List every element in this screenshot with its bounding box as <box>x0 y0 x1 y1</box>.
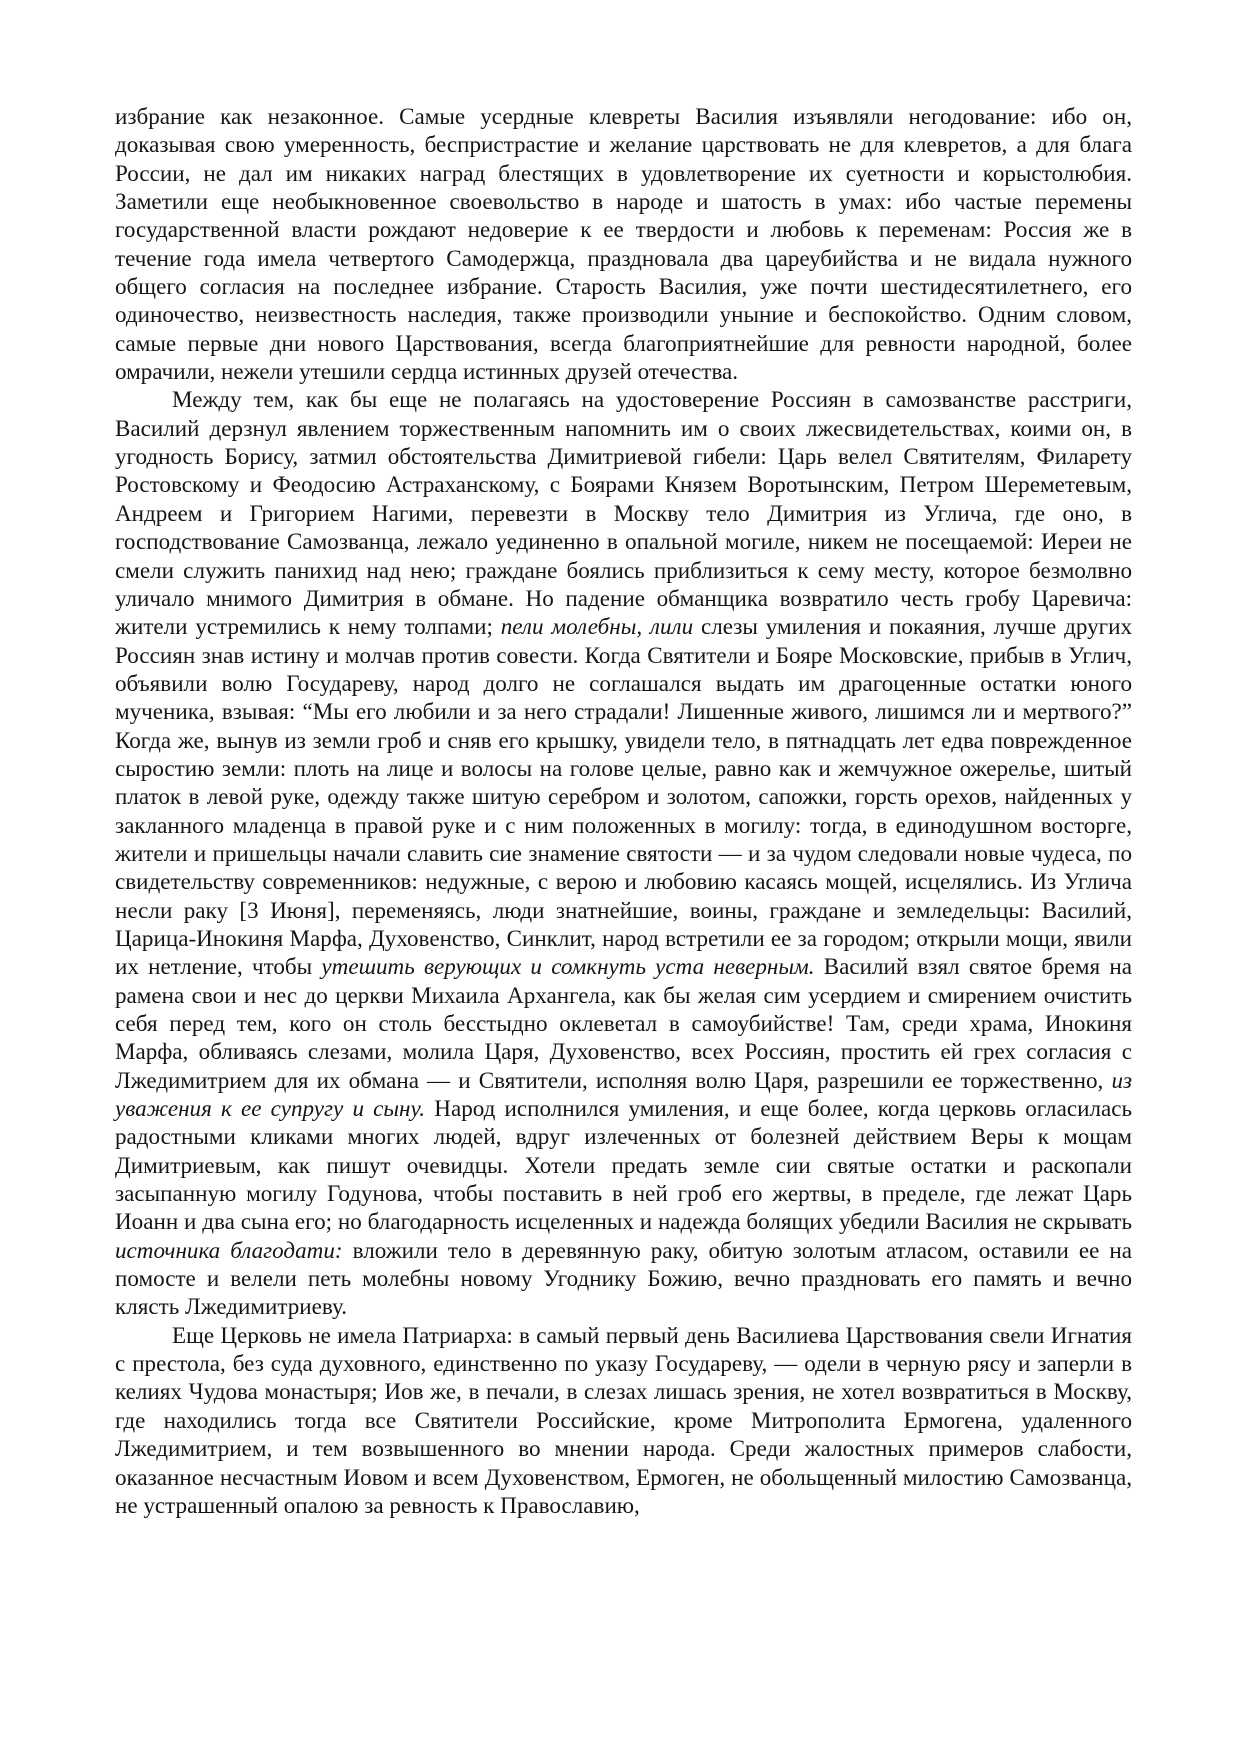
text-run: вложили тело в деревянную раку, обитую золотым атласом, оставили ее на помосте и велели петь молебны новому Угоднику Божию, вечно праздновать его память и вечно клясть Лжедимитриеву. <box>115 1236 1132 1320</box>
text-run: Народ исполнился умиления, и еще более, когда церковь огласилась радостными кликами многих людей, вдруг излеченных от болезней действием Веры к мощам Димитриевым, как пишут очевидцы. Хотели предать земле сии святые остатки и раскопали засыпанную могилу Годунова, чтобы поставить в ней гроб его жертвы, в пределе, где лежат Царь Иоанн и два сына его; но благодарность исцеленных и надежда болящих убедили Василия не скрывать <box>115 1095 1132 1235</box>
paragraph <box>115 385 1132 1320</box>
text-run: Еще Церковь не имела Патриарха: в самый первый день Василиева Царствования свели Игнатия с престола, без суда духовного, единственно по указу Государеву, — одели в черную рясу и заперли в келиях Чудова монастыря; Иов же, в печали, в слезах лишась зрения, не хотел возвратиться в Москву, где находились тогда все Святители Российские, кроме Митрополита Ермогена, удаленного Лжедимитрием, и тем возвышенного во мнении народа. Среди жалостных примеров слабости, оказанное несчастным Иовом и всем Духовенством, Ермоген, не обольщенный милостию Самозванца, не устрашенный опалою за ревность к Православию, <box>115 1321 1132 1518</box>
text-run: избрание как незаконное. Самые усердные клевреты Василия изъявляли негодование: ибо он, доказывая свою умеренность, беспристрастие и желание царствовать не для клевретов, а для блага России, не дал им никаких наград блестящих в удовлетворение их суетности и корыстолюбия. Заметили еще необыкновенное своевольство в народе и шатость в умах: ибо частые перемены государственной власти рождают недоверие к ее твердости и любовь к переменам: Россия же в течение года имела четвертого Самодержца, праздновала два цареубийства и не видала нужного общего согласия на последнее избрание. Старость Василия, уже почти шестидесятилетнего, его одиночество, неизвестность наследия, также производили уныние и беспокойство. Одним словом, самые первые дни нового Царствования, всегда благоприятнейшие для ревности народной, более омрачили, нежели утешили сердца истинных друзей отечества. <box>115 103 1132 385</box>
text-run: слезы умиления и покаяния, лучше других Россиян знав истину и молчав против совести. Когда Святители и Бояре Московские, прибыв в Углич, объявили волю Государеву, народ долго не соглашался выдать им драгоценные остатки юного мученика, взывая: “Мы его любили и за него страдали! Лишенные живого, лишимся ли и мертвого?” Когда же, вынув из земли гроб и сняв его крышку, увидели тело, в пятнадцать лет едва поврежденное сыростию земли: плоть на лице и волосы на голове целые, равно как и жемчужное ожерелье, шитый платок в левой руке, одежду также шитую серебром и золотом, сапожки, горсть орехов, найденных у закланного младенца в правой руке и с ним положенных в могилу: тогда, в единодушном восторге, жители и пришельцы начали славить сие знамение святости — и за чудом следовали новые чудеса, по свидетельству современников: недужные, с верою и любовию касаясь мощей, исцелялись. Из Углича несли раку [3 Июня], переменяясь, люди знатнейшие, воины, граждане и земледельцы: Василий, Царица-Инокиня Марфа, Духовенство, Синклит, народ встретили ее за городом; открыли мощи, явили их нетление, чтобы <box>115 613 1133 980</box>
body-text <box>115 102 1132 1519</box>
text-run: Между тем, как бы еще не полагаясь на удостоверение Россиян в самозванстве расстриги, Василий дерзнул явлением торжественным напомнить им о своих лжесвидетельствах, коими он, в угодность Борису, затмил обстоятельства Димитриевой гибели: Царь велел Святителям, Филарету Ростовскому и Феодосию Астраханскому, с Боярами Князем Воротынским, Петром Шереметевым, Андреем и Григорием Нагими, перевезти в Москву тело Димитрия из Углича, где оно, в господствование Самозванца, лежало уединенно в опальной могиле, никем не посещаемой: Иереи не смели служить панихид над нею; граждане боялись приблизиться к сему месту, которое безмолвно уличало мнимого Димитрия в обмане. Но падение обманщика возвратило честь гробу Царевича: жители устремились к нему толпами; <box>115 386 1132 640</box>
paragraph <box>115 1321 1132 1519</box>
italic-text-run: пели молебны, лили <box>500 613 694 640</box>
italic-text-run: утешить верующих и сомкнуть уста неверным. <box>321 953 815 980</box>
italic-text-run: источника благодати: <box>115 1236 343 1263</box>
paragraph <box>115 102 1132 385</box>
italic-text-run: из уважения к ее супругу и сыну. <box>115 1066 1132 1122</box>
text-run: Василий взял святое бремя на рамена свои и нес до церкви Михаила Архангела, как бы желая сим усердием и смирением очистить себя перед тем, кого он столь бесстыдно оклеветал в самоубийстве! Там, среди храма, Инокиня Марфа, обливаясь слезами, молила Царя, Духовенство, всех Россиян, простить ей грех согласия с Лжедимитрием для их обмана — и Святители, исполняя волю Царя, разрешили ее торжественно, <box>115 953 1132 1093</box>
